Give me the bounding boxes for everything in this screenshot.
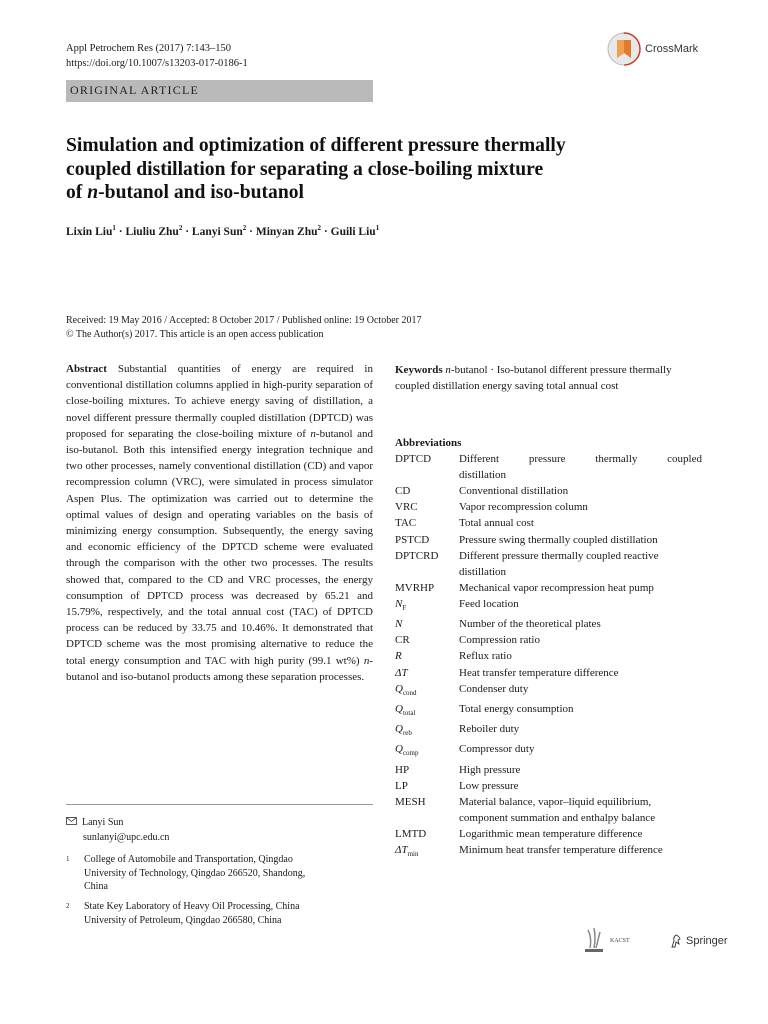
- journal-reference: Appl Petrochem Res (2017) 7:143–150: [66, 43, 232, 54]
- abbreviation-definition-line: component summation and enthalpy balance: [459, 812, 656, 824]
- author-affiliation: 2: [242, 224, 247, 233]
- abbreviation-definition: Heat transfer temperature difference: [459, 666, 619, 679]
- affiliation-2: [66, 900, 344, 927]
- corresponding-author-email[interactable]: sunlanyi@upc.edu.cn: [83, 832, 170, 843]
- abbreviation-term: LP: [395, 779, 408, 792]
- corresponding-author-line: [66, 815, 169, 830]
- abbreviation-term: LMTD: [395, 828, 427, 841]
- abbreviation-row: [395, 532, 702, 548]
- abbreviation-term: CD: [395, 485, 411, 498]
- abbreviation-row: [395, 515, 702, 531]
- abbreviation-definition: [459, 548, 702, 580]
- abbreviation-definition: Minimum heat transfer temperature difference: [459, 844, 663, 857]
- abbreviation-symbol: ΔT: [395, 666, 408, 679]
- abbreviation-row: [395, 616, 702, 632]
- abbreviation-row: [395, 741, 702, 761]
- abbreviation-row: [395, 842, 702, 862]
- keywords: [395, 362, 702, 394]
- abbreviation-term: PSTCD: [395, 533, 430, 546]
- author-name[interactable]: Guili Liu: [330, 226, 376, 238]
- crossmark-badge[interactable]: [607, 32, 698, 66]
- title-line-3-suffix: -butanol and iso-butanol: [98, 182, 304, 203]
- abbreviation-definition: Feed location: [459, 597, 519, 610]
- abbreviation-term: [395, 616, 459, 632]
- journal-citation: [66, 41, 248, 71]
- author-separator: ·: [321, 226, 331, 238]
- abbreviation-definition-line: Material balance, vapor–liquid equilibrium,: [459, 795, 652, 808]
- affiliation-line: College of Automobile and Transportation, Qingdao: [84, 854, 293, 865]
- abbreviation-row: [395, 794, 702, 826]
- abbreviation-symbol: Q: [395, 723, 403, 736]
- abbreviation-row: [395, 596, 702, 616]
- abbreviation-definition: [459, 451, 702, 483]
- author-affiliation: 1: [112, 224, 116, 233]
- abbreviation-row: [395, 648, 702, 664]
- abstract: [66, 361, 373, 685]
- abbreviation-row: [395, 632, 702, 648]
- author-affiliation: 2: [317, 224, 322, 233]
- affiliation-number: 1: [66, 855, 70, 863]
- title-italic-n: n: [87, 182, 99, 203]
- abbreviations-heading: Abbreviations: [395, 437, 462, 449]
- abbreviation-definition: Logarithmic mean temperature difference: [459, 828, 643, 841]
- abbreviation-subscript: comp: [402, 749, 419, 758]
- author-affiliation: 1: [375, 224, 380, 233]
- publisher-logos: [582, 926, 728, 956]
- copyright-notice: © The Author(s) 2017. This article is an open access publication: [66, 329, 324, 340]
- affiliation-line: China: [84, 881, 108, 892]
- abbreviation-definition: Conventional distillation: [459, 485, 569, 498]
- author-name[interactable]: Minyan Zhu: [255, 226, 318, 238]
- author-name[interactable]: Lanyi Sun: [191, 226, 243, 238]
- abstract-italic-n-1: n: [310, 427, 316, 440]
- history-dates: Received: 19 May 2016 / Accepted: 8 October 2017 / Published online: 19 October 2017: [66, 315, 422, 326]
- abstract-text-3: -butanol and iso-butanol products among these separation processes.: [66, 654, 373, 683]
- abbreviation-symbol: Q: [395, 702, 403, 715]
- abbreviation-subscript: total: [402, 709, 416, 718]
- abbreviation-term: DPTCD: [395, 453, 432, 466]
- abbreviation-row: [395, 580, 702, 596]
- abbreviation-definition: Compressor duty: [459, 743, 535, 756]
- abbreviation-definition: Total annual cost: [459, 517, 534, 530]
- abstract-text-2: -butanol and iso-butanol. Both this intensified energy integration technique and two other processes, namely conventional distillation (CD) and vapor recompression column (VRC), were simulated in process simulator Aspen Plus. The optimization was carried out to determine the optimal values of design and operating variables on the basis of minimizing energy consumption. Subsequently, the energy saving and economic efficiency of the DPTCD scheme were evaluated through the comparison with the other two processes. The results showed that, compared to the CD and VRC processes, the energy consumption of DPTCD process was decreased by 65.21 and 15.79%, respectively, and the total annual cost (TAC) of DPTCD process can be reduced by 33.75 and 10.46%. It demonstrated that DPTCD scheme was the most promising alternative to reduce the total energy consumption and TAC with high purity (99.1 wt%): [66, 427, 373, 667]
- abstract-label: Abstract: [66, 363, 107, 375]
- abbreviation-row: [395, 681, 702, 701]
- abbreviation-definition: Mechanical vapor recompression heat pump: [459, 581, 654, 594]
- corresponding-author: [66, 815, 169, 845]
- abbreviation-symbol: Q: [395, 743, 403, 756]
- author-name[interactable]: Liuliu Zhu: [125, 226, 179, 238]
- affiliation-text: [84, 900, 344, 927]
- affiliation-1: [66, 853, 344, 894]
- abbreviation-definition: Reboiler duty: [459, 723, 520, 736]
- author-separator: ·: [115, 226, 126, 238]
- abbreviation-definition: Vapor recompression column: [459, 501, 588, 514]
- abbreviation-definition: Low pressure: [459, 779, 519, 792]
- affiliation-line: State Key Laboratory of Heavy Oil Processing, China: [84, 901, 300, 912]
- abbreviation-row: [395, 721, 702, 741]
- envelope-icon: [66, 815, 79, 830]
- abbreviation-row: [395, 762, 702, 778]
- abbreviation-subscript: F: [402, 604, 407, 613]
- abbreviation-symbol: Q: [395, 682, 403, 695]
- abbreviation-term: [395, 741, 459, 761]
- corresponding-author-name: Lanyi Sun: [82, 817, 124, 828]
- abbreviation-term: [395, 842, 459, 862]
- abbreviation-term: [395, 596, 459, 616]
- abbreviation-term: DPTCRD: [395, 549, 439, 562]
- publication-dates: [66, 314, 421, 342]
- abbreviation-term: CR: [395, 634, 410, 647]
- keywords-italic-n: n: [445, 364, 451, 376]
- abbreviation-term: MVRHP: [395, 581, 435, 594]
- abbreviation-row: [395, 826, 702, 842]
- affiliation-line: University of Petroleum, Qingdao 266580, China: [84, 914, 282, 926]
- abbreviation-row: [395, 665, 702, 681]
- abstract-text-1: Substantial quantities of energy are required in conventional distillation columns applied in high-purity separation of close-boiling mixtures. To achieve energy saving of distillation, a novel different pressure thermally coupled distillation (DPTCD) was proposed for separating the close-boiling mixture of: [66, 363, 373, 440]
- abbreviation-term: [395, 665, 459, 681]
- footnote-divider: [66, 804, 373, 805]
- abbreviations: [395, 435, 702, 862]
- author-list: [66, 226, 379, 238]
- abbreviation-subscript: min: [407, 850, 419, 859]
- abbreviation-definition: [459, 794, 702, 826]
- keywords-label: Keywords: [395, 364, 443, 376]
- abbreviation-definition-line: Different pressure thermally coupled: [459, 453, 702, 466]
- abbreviation-subscript: cond: [402, 688, 417, 697]
- author-name[interactable]: Lixin Liu: [66, 226, 113, 238]
- author-affiliation: 2: [178, 224, 183, 233]
- springer-label: Springer: [686, 935, 728, 947]
- doi-link[interactable]: https://doi.org/10.1007/s13203-017-0186-1: [66, 58, 248, 69]
- abbreviation-symbol: R: [395, 650, 402, 663]
- abstract-italic-n-2: n: [363, 654, 370, 667]
- author-separator: ·: [246, 226, 256, 238]
- abbreviation-term: HP: [395, 763, 410, 776]
- abbreviation-term: [395, 701, 459, 721]
- abbreviation-definition: Pressure swing thermally coupled distillation: [459, 533, 658, 546]
- abbreviation-row: [395, 778, 702, 794]
- crossmark-icon: [607, 32, 641, 66]
- article-type-banner: ORIGINAL ARTICLE: [66, 80, 373, 102]
- abbreviation-definition-line: distillation: [459, 565, 507, 578]
- abbreviation-row: [395, 483, 702, 499]
- abbreviation-symbol: N: [395, 597, 403, 610]
- keywords-text: -butanol · Iso-butanol different pressure thermally coupled distillation energy saving total annual cost: [395, 364, 672, 393]
- abbreviation-definition: Reflux ratio: [459, 650, 512, 663]
- abbreviation-term: [395, 681, 459, 701]
- affiliation-text: [84, 853, 344, 894]
- abbreviation-definition: Number of the theoretical plates: [459, 618, 601, 631]
- abbreviation-subscript: reb: [402, 729, 412, 738]
- title-line-2: coupled distillation for separating a close-boiling mixture: [66, 158, 544, 180]
- abbreviation-row: [395, 451, 702, 483]
- abbreviation-term: [395, 648, 459, 664]
- title-line-1: Simulation and optimization of different pressure thermally: [66, 135, 566, 156]
- author-separator: ·: [182, 226, 192, 238]
- abbreviation-term: VRC: [395, 501, 418, 514]
- abbreviation-definition: High pressure: [459, 763, 521, 776]
- abbreviation-term: MESH: [395, 795, 426, 808]
- abbreviation-definition: Total energy consumption: [459, 702, 574, 715]
- abbreviation-symbol: ΔT: [395, 844, 408, 857]
- abbreviation-definition-line: Different pressure thermally coupled reactive: [459, 549, 659, 562]
- abbreviation-row: [395, 701, 702, 721]
- article-title: [66, 134, 626, 205]
- abbreviation-row: [395, 499, 702, 515]
- title-line-3: [66, 181, 626, 205]
- affiliation-number: 2: [66, 902, 70, 910]
- kacst-logo-icon: [582, 926, 606, 956]
- abbreviation-definition-line: distillation: [459, 469, 507, 482]
- affiliation-line: University of Technology, Qingdao 266520, Shandong,: [84, 867, 306, 879]
- crossmark-label: CrossMark: [645, 43, 699, 55]
- abbreviation-row: [395, 548, 702, 580]
- springer-horse-icon: [670, 934, 682, 948]
- abbreviation-symbol: N: [395, 618, 403, 631]
- kacst-label: KACST: [610, 938, 630, 944]
- abbreviation-term: TAC: [395, 517, 417, 530]
- abbreviation-term: [395, 721, 459, 741]
- abbreviation-definition: Condenser duty: [459, 682, 529, 695]
- title-line-3-prefix: of: [66, 182, 88, 203]
- abbreviation-definition: Compression ratio: [459, 634, 540, 647]
